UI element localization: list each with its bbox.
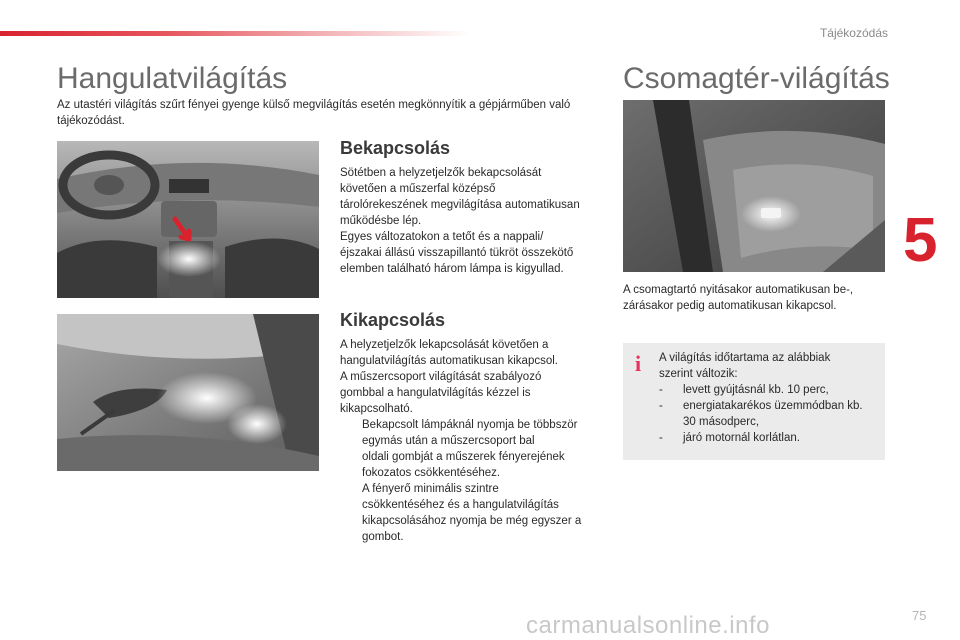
info-box — [623, 343, 885, 460]
text-line: A helyzetjelzők lekapcsolását követően a — [340, 339, 549, 351]
text-line: 30 másodperc, — [683, 416, 760, 428]
text-line: kikapcsolható. — [340, 403, 413, 415]
off-text — [340, 337, 602, 545]
text-line: csökkentéséhez és a hangulatvilágítás — [362, 499, 559, 511]
text-line: Egyes változatokon a tetőt és a nappali/ — [340, 231, 544, 243]
watermark: carmanualsonline.info — [526, 612, 770, 639]
text-line: követően a műszerfal középső — [340, 183, 496, 195]
text-line: A csomagtartó nyitásakor automatikusan be-, — [623, 284, 854, 296]
dash-marker: - — [659, 400, 663, 412]
dash-marker: - — [659, 432, 663, 444]
text-line: A műszercsoport világítását szabályozó — [340, 371, 542, 383]
intro-text: Az utastéri világítás szűrt fényei gyenge külső megvilágítás esetén megkönnyítik a gépjárműben való tájékozódást. — [57, 99, 571, 127]
section-title: Tájékozódás — [819, 26, 888, 40]
list-item — [659, 398, 879, 430]
text-line: tárolórekeszének megvilágítása automatikusan — [340, 199, 580, 211]
dashboard-photo — [57, 141, 319, 298]
text-line: kikapcsolásához nyomja be még egyszer a — [362, 515, 582, 527]
page-title-left: Hangulatvilágítás — [57, 62, 288, 95]
text-line: oldali gombját a műszerek fényerejének — [362, 451, 565, 463]
text-line: Bekapcsolt lámpáknál nyomja be többször — [362, 419, 578, 431]
roof-lamps-photo — [57, 314, 319, 471]
text-line: fokozatos csökkentéséhez. — [362, 467, 501, 479]
text-line: A fényerő minimális szintre — [362, 483, 499, 495]
text-line: működésbe lép. — [340, 215, 422, 227]
section-heading-off: Kikapcsolás — [340, 310, 446, 330]
text-line: éjszakai állású visszapillantó tükröt összekötő — [340, 247, 574, 259]
text-line: gombbal a hangulatvilágítás kézzel is — [340, 387, 531, 399]
page-number: 75 — [912, 608, 927, 623]
text-line: szerint változik: — [659, 368, 738, 380]
text-line: gombot. — [362, 531, 404, 543]
section-heading-on: Bekapcsolás — [340, 138, 451, 158]
text-line: A világítás időtartama az alábbiak — [659, 352, 831, 364]
list-item — [659, 382, 879, 398]
boot-lamp-photo — [623, 100, 885, 272]
page-title-right: Csomagtér-világítás — [623, 62, 890, 95]
text-line: zárásakor pedig automatikusan kikapcsol. — [623, 300, 837, 312]
on-text — [340, 165, 602, 277]
info-icon: i — [635, 351, 642, 376]
info-text — [659, 350, 879, 446]
text-line: egymás után a műszercsoport bal — [362, 435, 535, 447]
header-accent-bar — [0, 31, 470, 36]
list-item — [659, 430, 879, 446]
text-line: levett gyújtásnál kb. 10 perc, — [683, 384, 829, 396]
instruction-item — [340, 417, 602, 481]
text-line: járó motornál korlátlan. — [683, 432, 800, 444]
dash-marker: - — [659, 384, 663, 396]
text-line: hangulatvilágítás automatikusan kikapcsol. — [340, 355, 558, 367]
boot-caption — [623, 282, 885, 314]
chapter-number: 5 — [903, 206, 938, 275]
text-line: elemben található három lámpa is kigyullad. — [340, 263, 564, 275]
text-line: energiatakarékos üzemmódban kb. — [683, 400, 863, 412]
instruction-item — [340, 481, 602, 545]
text-line: Sötétben a helyzetjelzők bekapcsolását — [340, 167, 542, 179]
